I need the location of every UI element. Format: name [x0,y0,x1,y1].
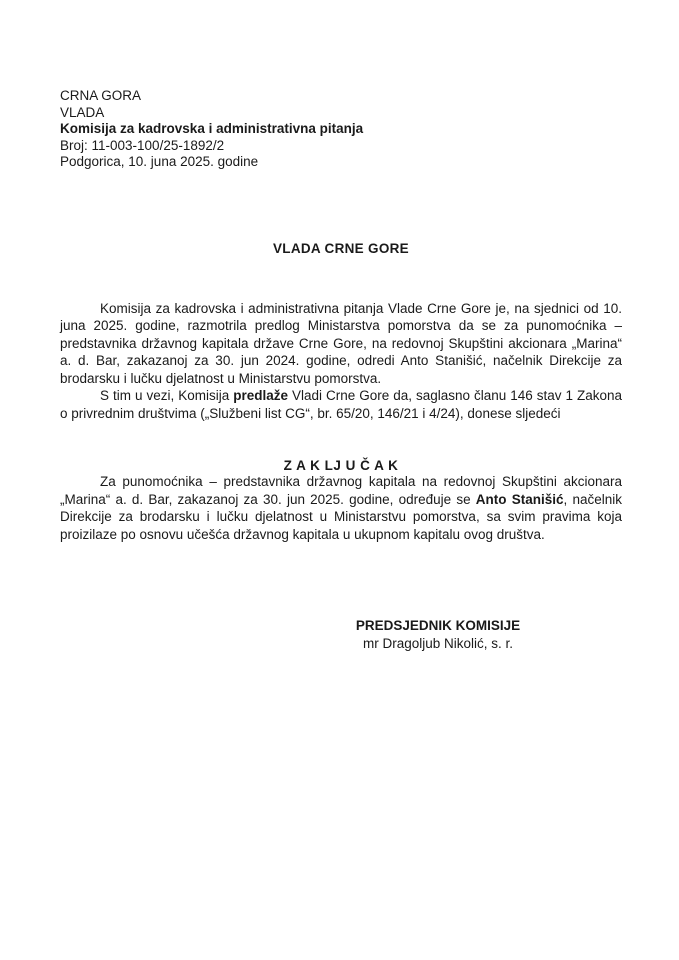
conclusion-heading: Z A K LJ U Č A K [283,458,399,473]
letterhead-place-date: Podgorica, 10. juna 2025. godine [60,154,259,169]
paragraph-conclusion: Za punomoćnika – predstavnika državnog kapitala na redovnoj Skupštini akcionara „Marina“ a. d. Bar, zakazanoj za 30. jun 2025. godine, određuje se Anto Stanišić, načelnik Direkcije za brodarsku i lučku djelatnost u Ministarstvu pomorstva, sa svim pravima koja proizilaze po osnovu učešća državnog kapitala u ukupnom kapitalu ovog društva. [60,474,622,542]
document-body [60,300,622,423]
signature-block [278,617,598,653]
letterhead-number: Broj: 11-003-100/25-1892/2 [60,137,225,153]
document-title: VLADA CRNE GORE [272,240,409,256]
letterhead-government: VLADA [60,104,105,120]
paragraph-intro: Komisija za kadrovska i administrativna pitanja Vlade Crne Gore je, na sjednici od 10. juna 2025. godine, razmotrila predlog Ministarstva pomorstva da se za punomoćnika – predstavnika državnog kapitala države Crne Gore, na redovnoj Skupštini akcionara „Marina“ a. d. Bar, zakazanoj za 30. jun 2024. godine, odredi Anto Stanišić, načelnik Direkcije za brodarsku i lučku djelatnost u Ministarstvu pomorstva. [60,300,622,386]
letterhead [60,88,622,171]
signature-name: mr Dragoljub Nikolić, s. r. [362,636,514,651]
letterhead-country: CRNA GORA [60,88,142,103]
paragraph-proposal: S tim u vezi, Komisija predlaže Vladi Crne Gore da, saglasno članu 146 stav 1 Zakona o privrednim društvima („Službeni list CG“, br. 65/20, 146/21 i 4/24), donese sljedeći [60,388,622,421]
letterhead-commission: Komisija za kadrovska i administrativna pitanja [60,121,364,136]
signature-title: PREDSJEDNIK KOMISIJE [355,618,521,633]
